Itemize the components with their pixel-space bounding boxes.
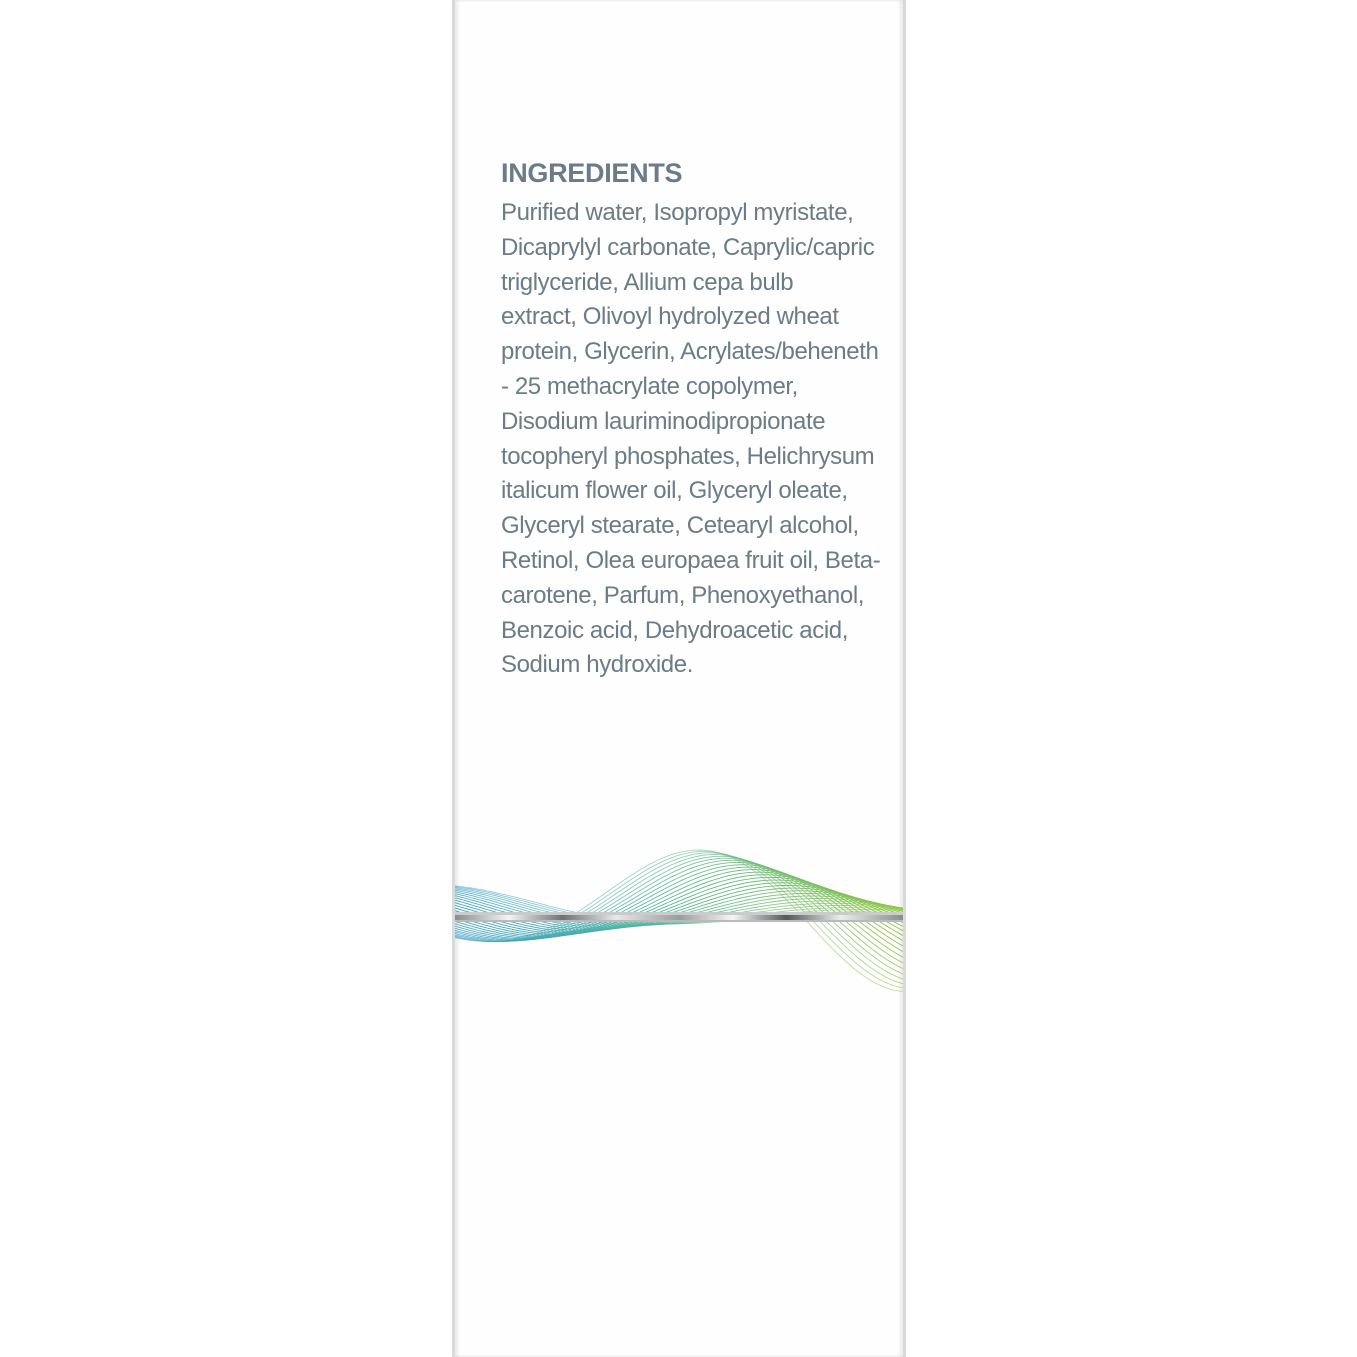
- wave-line: [455, 867, 903, 946]
- ingredients-line: Sodium hydroxide.: [501, 651, 693, 679]
- ingredients-line: Purified water, Isopropyl myristate,: [501, 199, 854, 226]
- ingredients-line: Benzoic acid, Dehydroacetic acid,: [501, 616, 848, 644]
- package-side-panel: [452, 0, 906, 1357]
- ingredients-line: italicum flower oil, Glyceryl oleate,: [501, 477, 848, 505]
- ingredients-line: Retinol, Olea europaea fruit oil, Beta-: [501, 546, 881, 574]
- ingredients-line: Dicaprylyl carbonate, Caprylic/capric: [501, 233, 875, 261]
- ingredients-line: - 25 methacrylate copolymer,: [501, 372, 798, 400]
- metallic-stripe: [455, 912, 903, 922]
- ingredients-heading: INGREDIENTS: [501, 158, 683, 188]
- ingredients-list: [501, 196, 880, 683]
- ingredients-line: Disodium lauriminodipropionate: [501, 407, 826, 435]
- ingredients-line: tocopheryl phosphates, Helichrysum: [501, 442, 875, 470]
- ingredients-line: Glyceryl stearate, Cetearyl alcohol,: [501, 512, 859, 540]
- decorative-wave-graphic: [455, 810, 903, 1010]
- ingredients-line: triglyceride, Allium cepa bulb: [501, 268, 794, 296]
- ingredients-line: protein, Glycerin, Acrylates/beheneth: [501, 338, 879, 366]
- ingredients-line: extract, Olivoyl hydrolyzed wheat: [501, 303, 839, 331]
- ingredients-line: carotene, Parfum, Phenoxyethanol,: [501, 581, 865, 609]
